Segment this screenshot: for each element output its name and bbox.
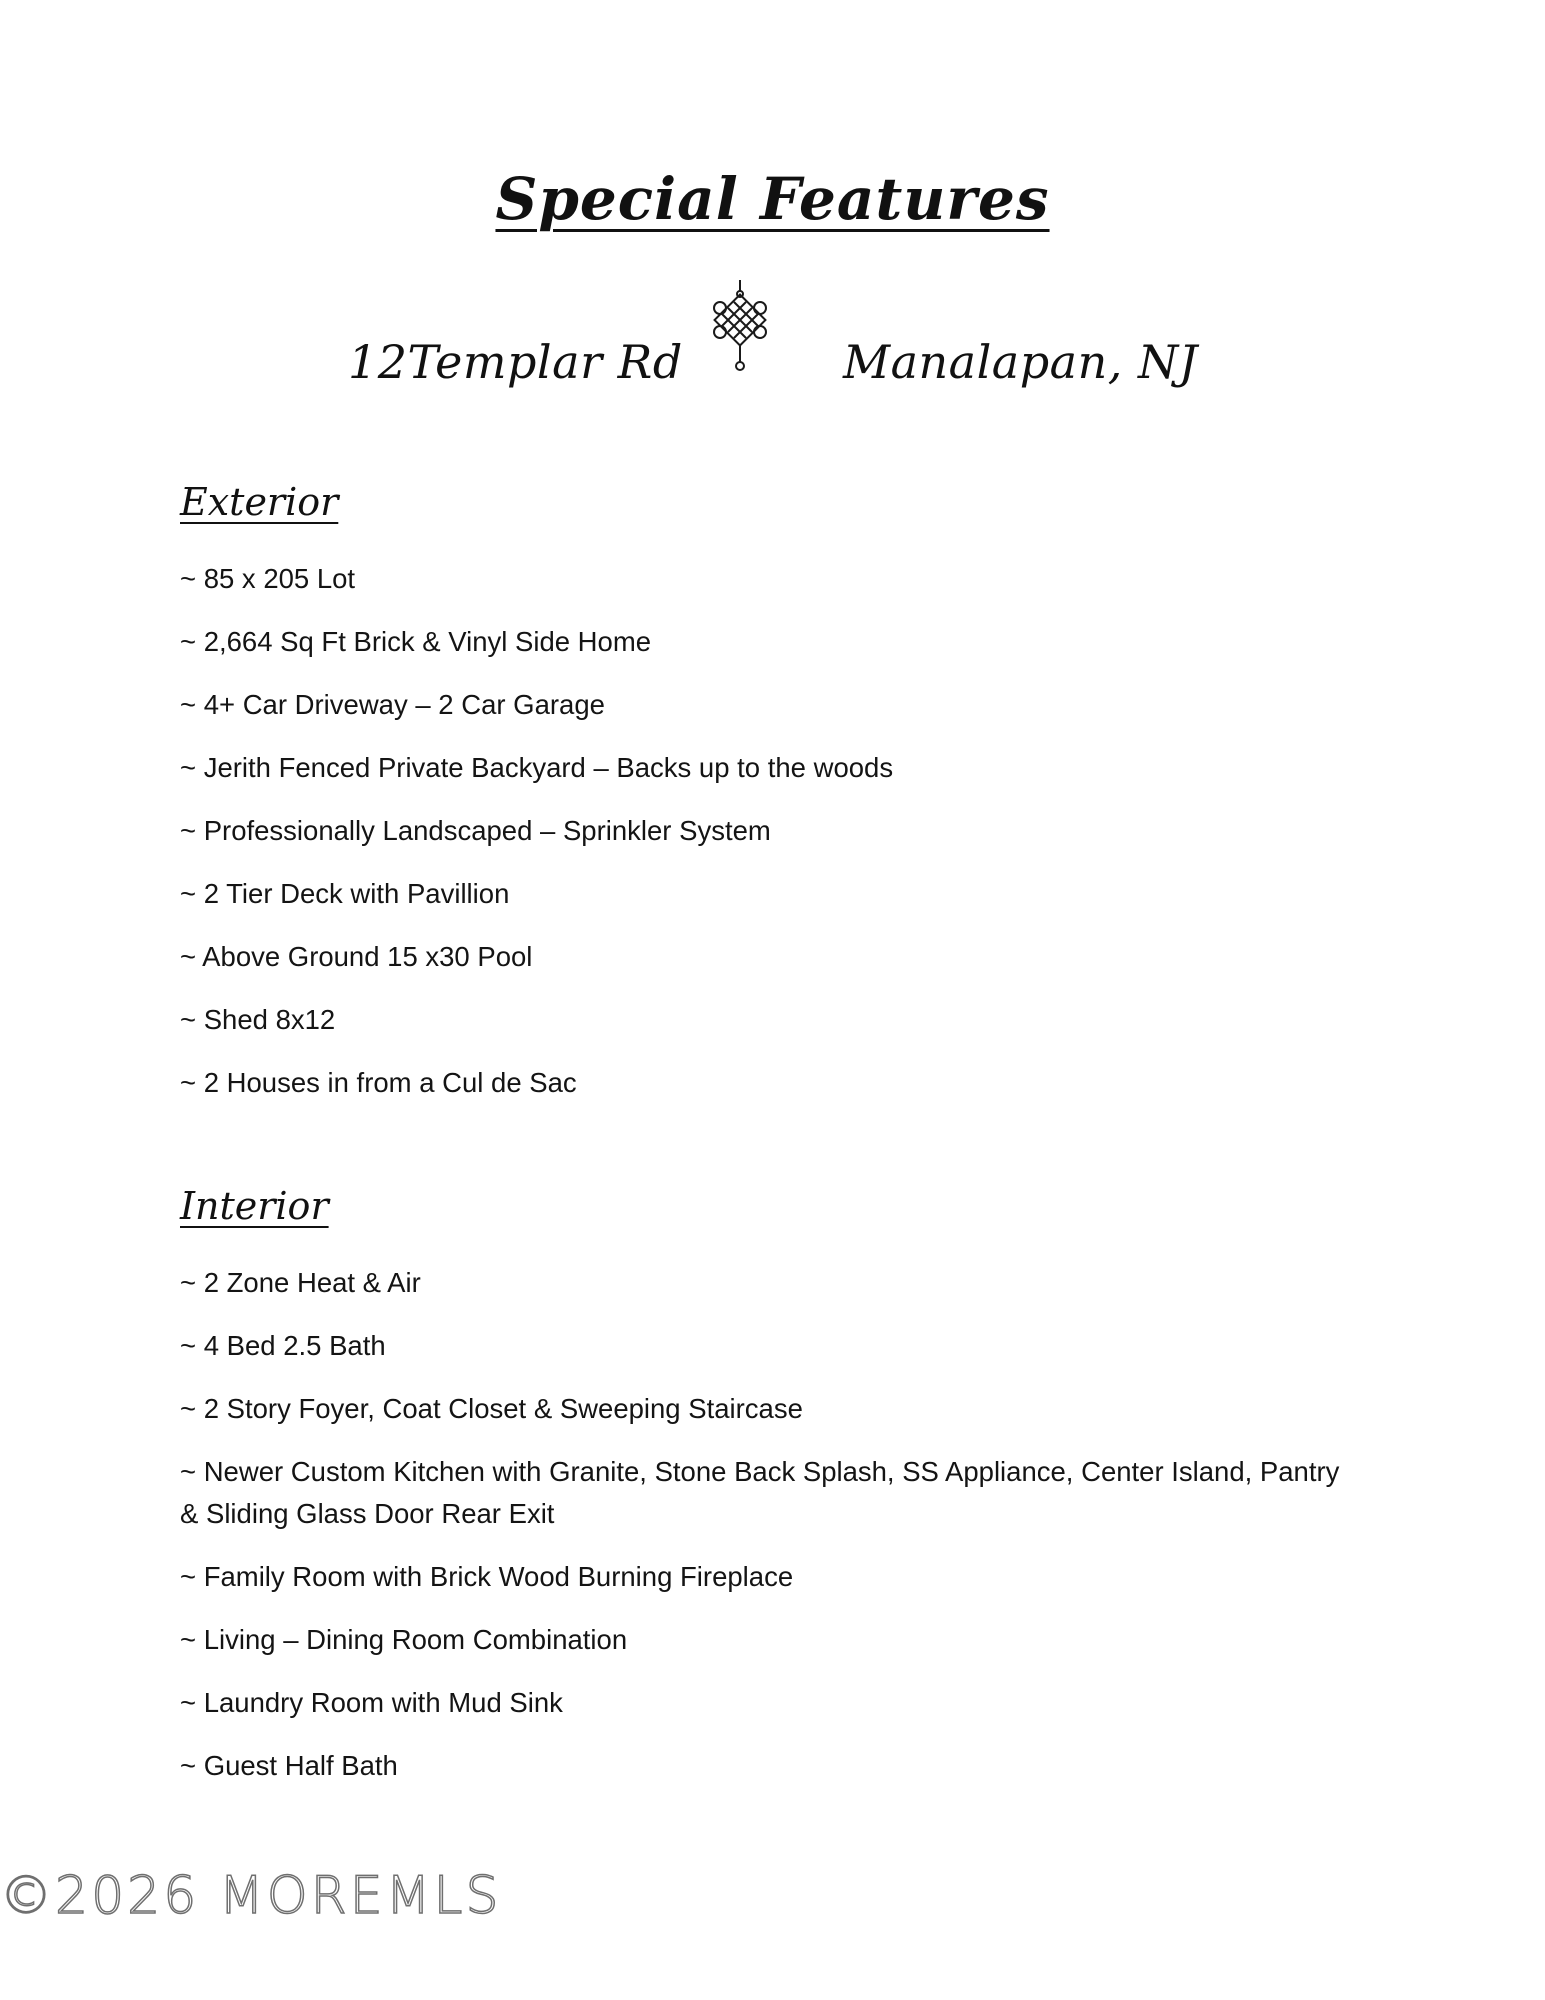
- list-item: ~ 85 x 205 Lot: [180, 563, 356, 594]
- list-item: ~ 2 Story Foyer, Coat Closet & Sweeping Staircase: [180, 1393, 803, 1424]
- copyright-watermark: ©2026 MOREMLS: [0, 1866, 502, 1926]
- list-item: ~ Newer Custom Kitchen with Granite, Stone Back Splash, SS Appliance, Center Island, Pantry & Sliding Glass Door Rear Exit: [180, 1456, 1340, 1529]
- list-item: ~ 2 Zone Heat & Air: [180, 1267, 421, 1298]
- list-item: ~ Shed 8x12: [180, 1004, 336, 1035]
- page-title: Special Features: [495, 165, 1050, 233]
- list-item: ~ Living – Dining Room Combination: [180, 1624, 628, 1655]
- interior-heading: Interior: [180, 1184, 329, 1228]
- list-item: ~ Above Ground 15 x30 Pool: [180, 941, 533, 972]
- property-city: Manalapan, NJ: [843, 335, 1198, 389]
- list-item: ~ 2 Tier Deck with Pavillion: [180, 878, 510, 909]
- list-item: ~ 2,664 Sq Ft Brick & Vinyl Side Home: [180, 626, 652, 657]
- interior-list: [180, 1262, 1340, 1808]
- list-item: ~ 4+ Car Driveway – 2 Car Garage: [180, 689, 605, 720]
- endless-knot-ornament-icon: [700, 278, 780, 378]
- exterior-heading: Exterior: [180, 480, 339, 524]
- exterior-list: [180, 558, 1340, 1125]
- list-item: ~ Professionally Landscaped – Sprinkler System: [180, 815, 771, 846]
- list-item: ~ Laundry Room with Mud Sink: [180, 1687, 563, 1718]
- list-item: ~ Guest Half Bath: [180, 1750, 398, 1781]
- list-item: ~ Jerith Fenced Private Backyard – Backs up to the woods: [180, 752, 894, 783]
- list-item: ~ 2 Houses in from a Cul de Sac: [180, 1067, 577, 1098]
- list-item: ~ 4 Bed 2.5 Bath: [180, 1330, 386, 1361]
- list-item: ~ Family Room with Brick Wood Burning Fireplace: [180, 1561, 794, 1592]
- property-address: 12Templar Rd: [348, 335, 683, 389]
